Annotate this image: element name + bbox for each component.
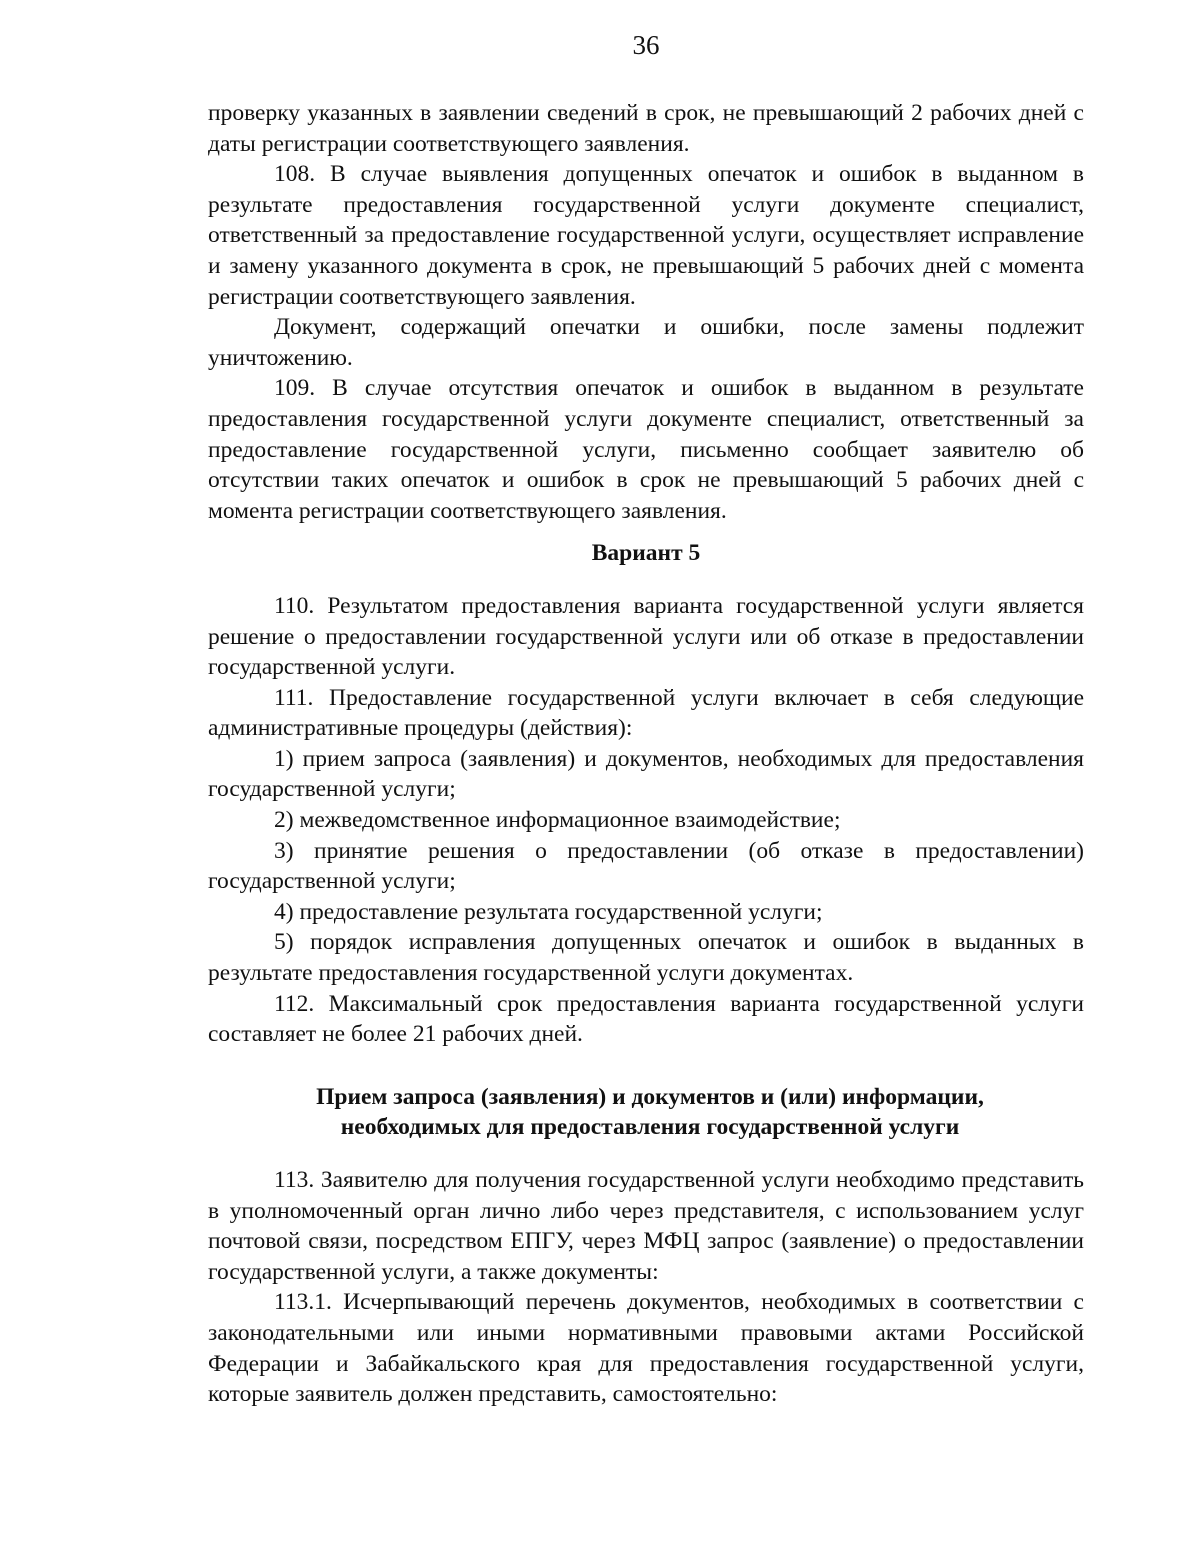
paragraph: 108. В случае выявления допущенных опечаток и ошибок в выданном в результате предоставления государственной услуги документе специалист, ответственный за предоставление государственной услуги, осуществляет исправление и замену указанного документа в срок, не превышающий 5 рабочих дней с момента регистрации соответствующего заявления. [208, 161, 1084, 310]
paragraphs-before-variant [208, 98, 1084, 526]
paragraph: 109. В случае отсутствия опечаток и ошибок в выданном в результате предоставления государственной услуги документе специалист, ответственный за предоставление государственной услуги, письменно сообщает заявителю об отсутствии таких опечаток и ошибок в срок не превышающий 5 рабочих дней с момента регистрации соответствующего заявления. [208, 375, 1084, 524]
paragraph: 5) порядок исправления допущенных опечаток и ошибок в выданных в результате предоставления государственной услуги документах. [208, 929, 1084, 987]
paragraphs-variant [208, 591, 1084, 1050]
variant-heading: Вариант 5 [591, 540, 701, 567]
section-heading-line-2: необходимых для предоставления государственной услуги [340, 1114, 960, 1141]
paragraph: 4) предоставление результата государственной услуги; [274, 898, 823, 925]
section-heading [208, 1082, 1084, 1143]
paragraph: 111. Предоставление государственной услуги включает в себя следующие административные процедуры (действия): [208, 684, 1084, 742]
paragraph: 110. Результатом предоставления варианта государственной услуги является решение о предоставлении государственной услуги или об отказе в предоставлении государственной услуги. [208, 592, 1084, 681]
paragraph: 112. Максимальный срок предоставления варианта государственной услуги составляет не более 21 рабочих дней. [208, 990, 1084, 1048]
section-heading-line-1: Прием запроса (заявления) и документов и (или) информации, [316, 1083, 984, 1110]
paragraph: 113.1. Исчерпывающий перечень документов, необходимых в соответствии с законодательными или иными нормативными правовыми актами Российской Федерации и Забайкальского края для предоставления государственной услуги, которые заявитель должен представить, самостоятельно: [208, 1289, 1084, 1408]
paragraph: 3) принятие решения о предоставлении (об отказе в предоставлении) государственной услуги; [208, 837, 1084, 895]
paragraph: 2) межведомственное информационное взаимодействие; [274, 807, 841, 834]
paragraph: 1) прием запроса (заявления) и документов, необходимых для предоставления государственной услуги; [208, 745, 1084, 803]
document-body [208, 98, 1084, 1410]
paragraph: Документ, содержащий опечатки и ошибки, после замены подлежит уничтожению. [208, 314, 1084, 371]
paragraph: проверку указанных в заявлении сведений в срок, не превышающий 2 рабочих дней с даты регистрации соответствующего заявления. [208, 100, 1084, 157]
paragraphs-section [208, 1165, 1084, 1410]
paragraph: 113. Заявителю для получения государственной услуги необходимо представить в уполномоченный орган лично либо через представителя, с использованием услуг почтовой связи, посредством ЕПГУ, через МФЦ запрос (заявление) о предоставлении государственной услуги, а также документы: [208, 1167, 1084, 1285]
page-number: 36 [632, 30, 660, 60]
